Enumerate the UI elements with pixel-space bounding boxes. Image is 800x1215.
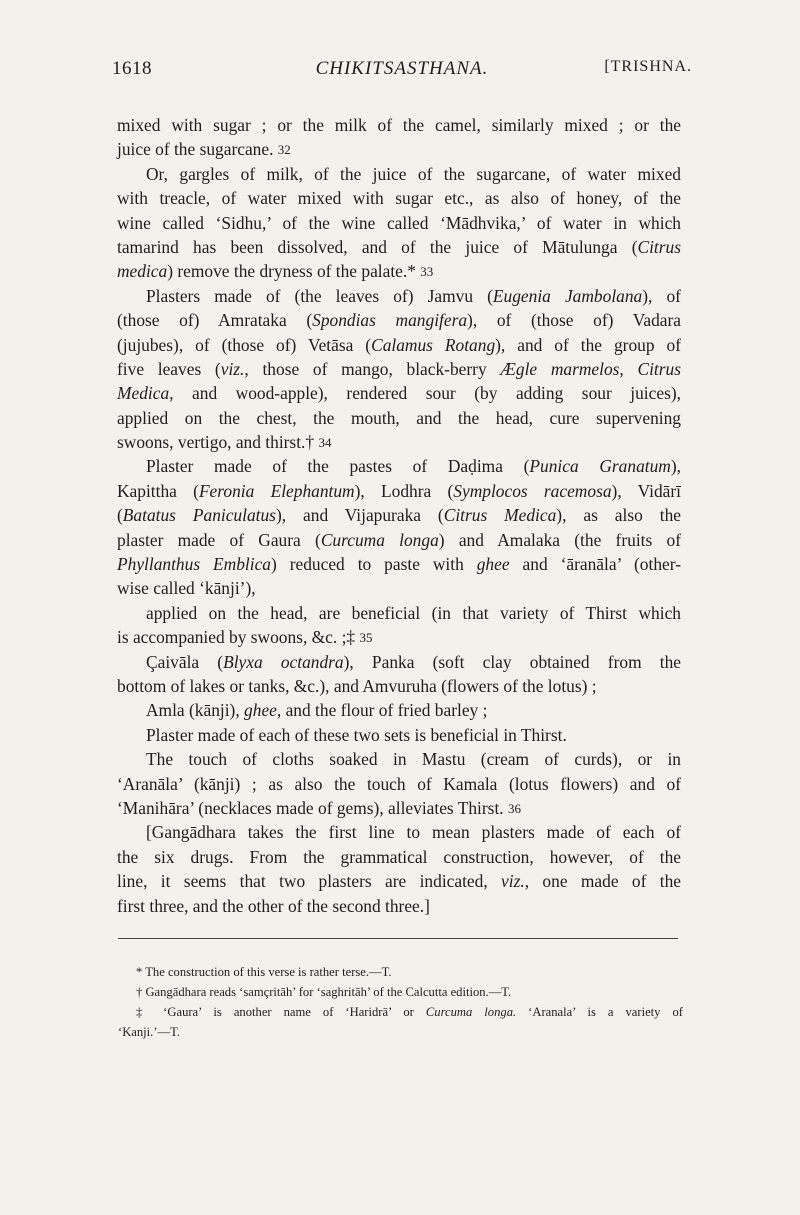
page-number: 1618: [112, 58, 152, 79]
text-run: bottom of lakes or tanks, &c.), and Amvuruha (flowers of the lotus) ;: [117, 675, 597, 696]
italic-text: Eugenia Jambolana: [492, 285, 643, 306]
italic-text: ghee,: [244, 700, 282, 721]
text-line: [117, 333, 681, 357]
text-run: ), and of the group of: [495, 334, 681, 355]
text-line: [117, 894, 681, 918]
footnote-rule: [118, 938, 678, 939]
text-run: and the flour of fried barley ;: [281, 700, 488, 721]
footnote-line: [118, 962, 683, 982]
text-line: [117, 601, 681, 625]
text-run: Plasters made of (the leaves of) Jamvu (: [146, 285, 493, 306]
section-name: [TRISHNA.: [604, 58, 692, 75]
text-run: line, it seems that two plasters are indicated,: [117, 871, 502, 892]
text-run: , one made of the: [524, 871, 681, 892]
text-line: [117, 479, 681, 503]
text-run: ), of: [642, 285, 681, 306]
text-line: [117, 552, 681, 576]
text-run: first three, and the other of the second three.]: [117, 895, 430, 916]
text-run: , those of mango, black-berry: [244, 358, 501, 379]
running-header: [112, 58, 692, 88]
text-line: [117, 869, 681, 893]
text-run: wise called ‘kānji’),: [117, 578, 256, 599]
italic-text: Spondias mangifera: [312, 310, 468, 331]
italic-text: viz.: [220, 358, 245, 379]
footnotes: [118, 962, 683, 1042]
text-line: [117, 430, 681, 454]
text-line: [117, 747, 681, 771]
text-run: applied on the chest, the mouth, and the head, cure supervening: [117, 407, 681, 428]
text-line: [117, 235, 681, 259]
italic-text: Batatus Paniculatus: [122, 505, 276, 526]
text-run: wine called ‘Sidhu,’ of the wine called ‘Mādhvika,’ of water in which: [117, 212, 681, 233]
text-line: [117, 698, 681, 722]
verse-number: 33: [420, 264, 434, 280]
text-run: ) reduced to paste with: [270, 554, 477, 575]
text-run: ‘Kanji.’—T.: [118, 1025, 181, 1039]
body-text: [117, 113, 681, 918]
italic-text: Citrus Medica: [443, 505, 557, 526]
text-run: swoons, vertigo, and thirst.†: [117, 432, 319, 453]
text-run: [Gangādhara takes the first line to mean plasters made of each of: [146, 822, 681, 843]
italic-text: Curcuma longa: [320, 529, 439, 550]
verse-number: 36: [507, 800, 521, 816]
italic-text: Symplocos racemosa: [453, 480, 612, 501]
text-run: five leaves (: [117, 358, 221, 379]
footnote-line: [118, 982, 683, 1002]
text-run: Çaivāla (: [146, 651, 224, 672]
text-run: (jujubes), of (those of) Vetāsa (: [117, 334, 372, 355]
running-title: CHIKITSASTHANA.: [315, 58, 489, 79]
verse-number: 35: [359, 630, 373, 646]
italic-text: Feronia Elephantum: [198, 480, 355, 501]
text-run: ), Lodhra (: [354, 480, 454, 501]
text-line: [117, 454, 681, 478]
text-run: ‘Aranāla’ (kānji) ; as also the touch of Kamala (lotus flowers) and of: [117, 773, 681, 794]
text-run: Or, gargles of milk, of the juice of the sugarcane, of water mixed: [146, 163, 681, 184]
text-run: (: [117, 505, 123, 526]
text-line: [117, 381, 681, 405]
text-line: [117, 625, 681, 649]
text-run: (those of) Amrataka (: [117, 310, 313, 331]
text-line: [117, 162, 681, 186]
italic-text: ghee: [476, 554, 510, 575]
text-run: ), as also the: [556, 505, 681, 526]
text-run: ‘Manihāra’ (necklaces made of gems), alleviates Thirst.: [117, 797, 508, 818]
text-line: [117, 796, 681, 820]
text-line: [117, 284, 681, 308]
text-run: and ‘āranāla’ (other-: [509, 554, 681, 575]
italic-text: Citrus: [637, 236, 681, 257]
text-line: [117, 211, 681, 235]
italic-text: Medica,: [117, 383, 174, 404]
text-run: ),: [670, 456, 681, 477]
verse-number: 34: [318, 435, 332, 451]
text-run: ‡ ‘Gaura’ is another name of ‘Haridrā’ or: [136, 1005, 426, 1019]
footnote-line: [118, 1002, 683, 1022]
text-run: Kapittha (: [117, 480, 199, 501]
text-line: [117, 357, 681, 381]
italic-text: viz.: [501, 871, 525, 892]
text-run: juice of the sugarcane.: [117, 139, 278, 160]
text-run: ), Panka (soft clay obtained from the: [343, 651, 681, 672]
text-run: † Gangādhara reads ‘samçritāh’ for ‘saghritāh’ of the Calcutta edition.—T.: [136, 985, 512, 999]
text-run: ) remove the dryness of the palate.*: [167, 261, 421, 282]
text-run: ), of (those of) Vadara: [467, 310, 681, 331]
text-line: [117, 723, 681, 747]
text-line: [117, 406, 681, 430]
italic-text: Blyxa octandra: [223, 651, 344, 672]
text-run: with treacle, of water mixed with sugar etc., as also of honey, of the: [117, 188, 681, 209]
text-run: The touch of cloths soaked in Mastu (cream of curds), or in: [146, 749, 681, 770]
italic-text: Punica Granatum: [529, 456, 671, 477]
text-run: applied on the head, are beneficial (in that variety of Thirst which: [146, 602, 681, 623]
text-line: [117, 576, 681, 600]
text-run: plaster made of Gaura (: [117, 529, 321, 550]
text-run: Plaster made of the pastes of Daḍima (: [146, 456, 530, 477]
italic-text: Calamus Rotang: [371, 334, 496, 355]
italic-text: Phyllanthus Emblica: [117, 554, 271, 575]
text-line: [117, 772, 681, 796]
italic-text: Ægle marmelos, Citrus: [500, 358, 681, 379]
italic-text: Curcuma longa.: [425, 1005, 517, 1019]
text-run: * The construction of this verse is rather terse.—T.: [136, 965, 392, 979]
text-run: Plaster made of each of these two sets is beneficial in Thirst.: [146, 724, 567, 745]
text-line: [117, 820, 681, 844]
text-run: ) and Amalaka (the fruits of: [438, 529, 681, 550]
text-line: [117, 503, 681, 527]
text-line: [117, 186, 681, 210]
text-run: Amla (kānji),: [146, 700, 245, 721]
text-line: [117, 308, 681, 332]
text-run: and wood-apple), rendered sour (by adding sour juices),: [173, 383, 681, 404]
italic-text: medica: [117, 261, 168, 282]
text-line: [117, 528, 681, 552]
text-run: ‘Aranala’ is a variety of: [516, 1005, 683, 1019]
text-run: is accompanied by swoons, &c. ;‡: [117, 627, 360, 648]
text-line: [117, 259, 681, 283]
verse-number: 32: [277, 142, 291, 158]
text-line: [117, 674, 681, 698]
text-run: ), and Vijapuraka (: [275, 505, 444, 526]
text-run: the six drugs. From the grammatical construction, however, of the: [117, 846, 681, 867]
text-run: ), Vidārī: [611, 480, 681, 501]
text-line: [117, 845, 681, 869]
footnote-line: [118, 1022, 683, 1042]
text-line: [117, 113, 681, 137]
text-line: [117, 137, 681, 161]
text-run: tamarind has been dissolved, and of the juice of Mātulunga (: [117, 236, 638, 257]
text-line: [117, 650, 681, 674]
text-run: mixed with sugar ; or the milk of the camel, similarly mixed ; or the: [117, 115, 681, 135]
